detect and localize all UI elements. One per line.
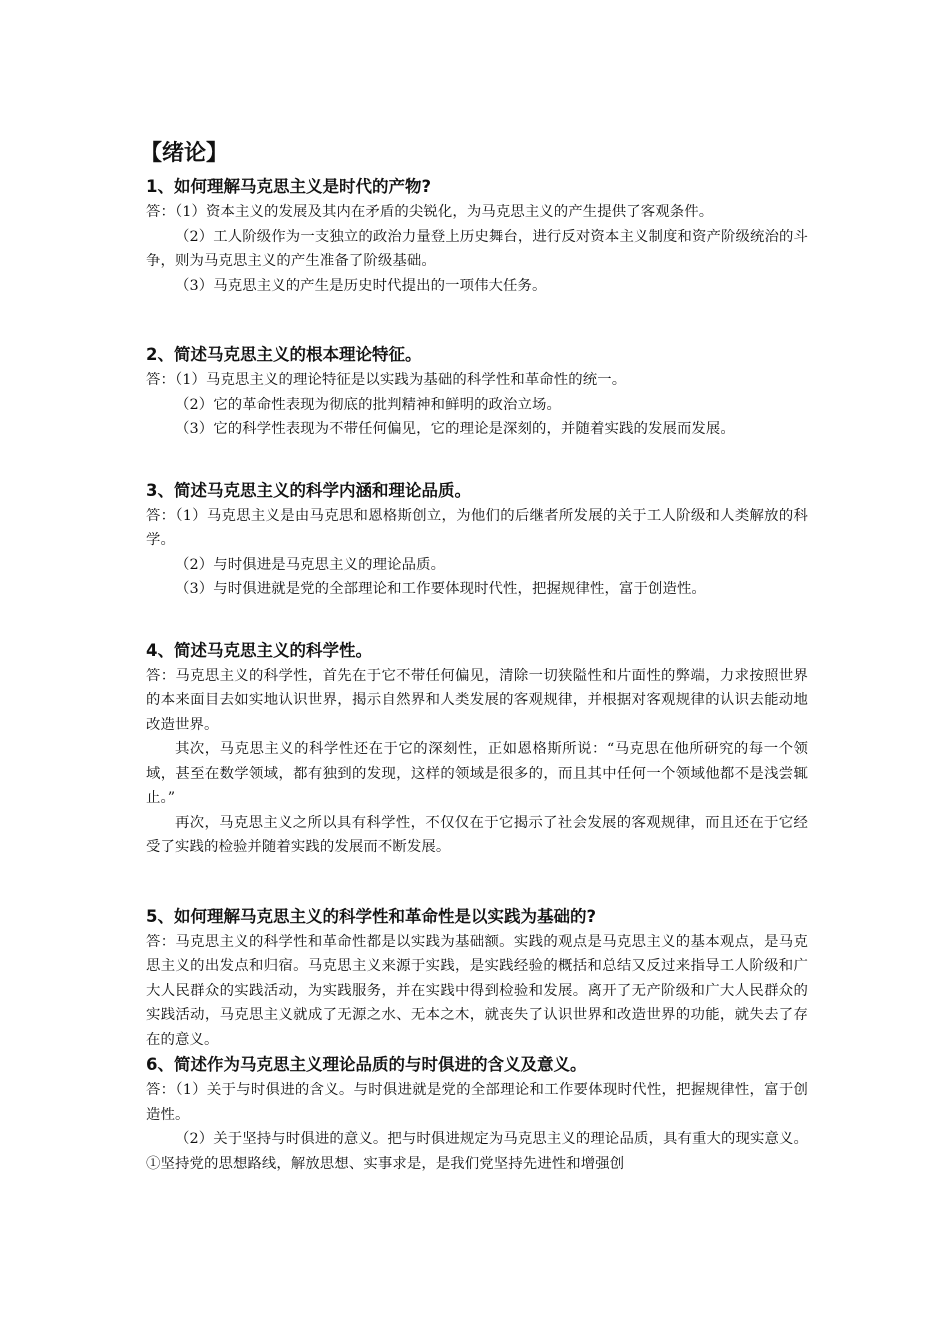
question-title: 2、简述马克思主义的根本理论特征。 — [146, 345, 422, 364]
answer-paragraph: 答：（1）关于与时俱进的含义。与时俱进就是党的全部理论和工作要体现时代性，把握规律性，富于创造性。 — [146, 1082, 808, 1123]
answer-paragraph: 再次，马克思主义之所以具有科学性，不仅仅在于它揭示了社会发展的客观规律，而且还在于它经受了实践的检验并随着实践的发展而不断发展。 — [146, 814, 808, 855]
question-title: 4、简述马克思主义的科学性。 — [146, 640, 372, 660]
question-title: 1、如何理解马克思主义是时代的产物? — [146, 177, 432, 196]
answer-paragraph: 答：马克思主义的科学性，首先在于它不带任何偏见，清除一切狭隘性和片面性的弊端，力求按照世界的本来面目去如实地认识世界，揭示自然界和人类发展的客观规律，并根据对客观规律的认识去能动地改造世界。 — [146, 667, 808, 733]
question-title: 3、简述马克思主义的科学内涵和理论品质。 — [146, 480, 471, 500]
question-block-4 — [146, 638, 808, 860]
document-body — [140, 138, 808, 1176]
question-block-3 — [146, 478, 808, 602]
question-block-2 — [146, 342, 808, 442]
answer-paragraph: 答：（1）马克思主义的理论特征是以实践为基础的科学性和革命性的统一。 — [146, 372, 627, 388]
question-title: 6、简述作为马克思主义理论品质的与时俱进的含义及意义。 — [146, 1055, 587, 1074]
answer-paragraph: 其次，马克思主义的科学性还在于它的深刻性，正如恩格斯所说：“马克思在他所研究的每一个领域，甚至在数学领域，都有独到的发现，这样的领域是很多的，而且其中任何一个领域他都不是浅尝辄止。” — [146, 741, 808, 806]
question-block-5 — [146, 904, 808, 1053]
spacer — [146, 860, 808, 904]
question-title: 5、如何理解马克思主义的科学性和革命性是以实践为基础的? — [146, 906, 597, 926]
answer-paragraph: （2）关于坚持与时俱进的意义。把与时俱进规定为马克思主义的理论品质，具有重大的现实意义。①坚持党的思想路线，解放思想、实事求是，是我们党坚持先进性和增强创 — [146, 1131, 808, 1172]
spacer — [146, 298, 808, 342]
spacer — [146, 442, 808, 478]
section-title: 【绪论】 — [140, 141, 229, 166]
answer-paragraph: （2）工人阶级作为一支独立的政治力量登上历史舞台，进行反对资本主义制度和资产阶级统治的斗争，则为马克思主义的产生准备了阶级基础。 — [146, 228, 808, 269]
answer-paragraph: （3）与时俱进就是党的全部理论和工作要体现时代性，把握规律性，富于创造性。 — [175, 581, 706, 597]
answer-paragraph: 答：（1）资本主义的发展及其内在矛盾的尖锐化，为马克思主义的产生提供了客观条件。 — [146, 204, 714, 220]
answer-paragraph: 答：（1）马克思主义是由马克思和恩格斯创立，为他们的后继者所发展的关于工人阶级和人类解放的科学。 — [146, 507, 808, 548]
question-block-1 — [146, 174, 808, 298]
answer-paragraph: 答：马克思主义的科学性和革命性都是以实践为基础额。实践的观点是马克思主义的基本观点，是马克思主义的出发点和归宿。马克思主义来源于实践，是实践经验的概括和总结又反过来指导工人阶级和广大人民群众的实践活动，为实践服务，并在实践中得到检验和发展。离开了无产阶级和广大人民群众的实践活动，马克思主义就成了无源之水、无本之木，就丧失了认识世界和改造世界的功能，就失去了存在的意义。 — [146, 933, 808, 1048]
answer-paragraph: （3）马克思主义的产生是历史时代提出的一项伟大任务。 — [175, 277, 547, 294]
spacer — [146, 602, 808, 638]
answer-paragraph: （2）它的革命性表现为彻底的批判精神和鲜明的政治立场。 — [175, 396, 562, 413]
question-block-6 — [146, 1052, 808, 1176]
answer-paragraph: （3）它的科学性表现为不带任何偏见，它的理论是深刻的，并随着实践的发展而发展。 — [175, 421, 735, 437]
answer-paragraph: （2）与时俱进是马克思主义的理论品质。 — [175, 556, 446, 573]
